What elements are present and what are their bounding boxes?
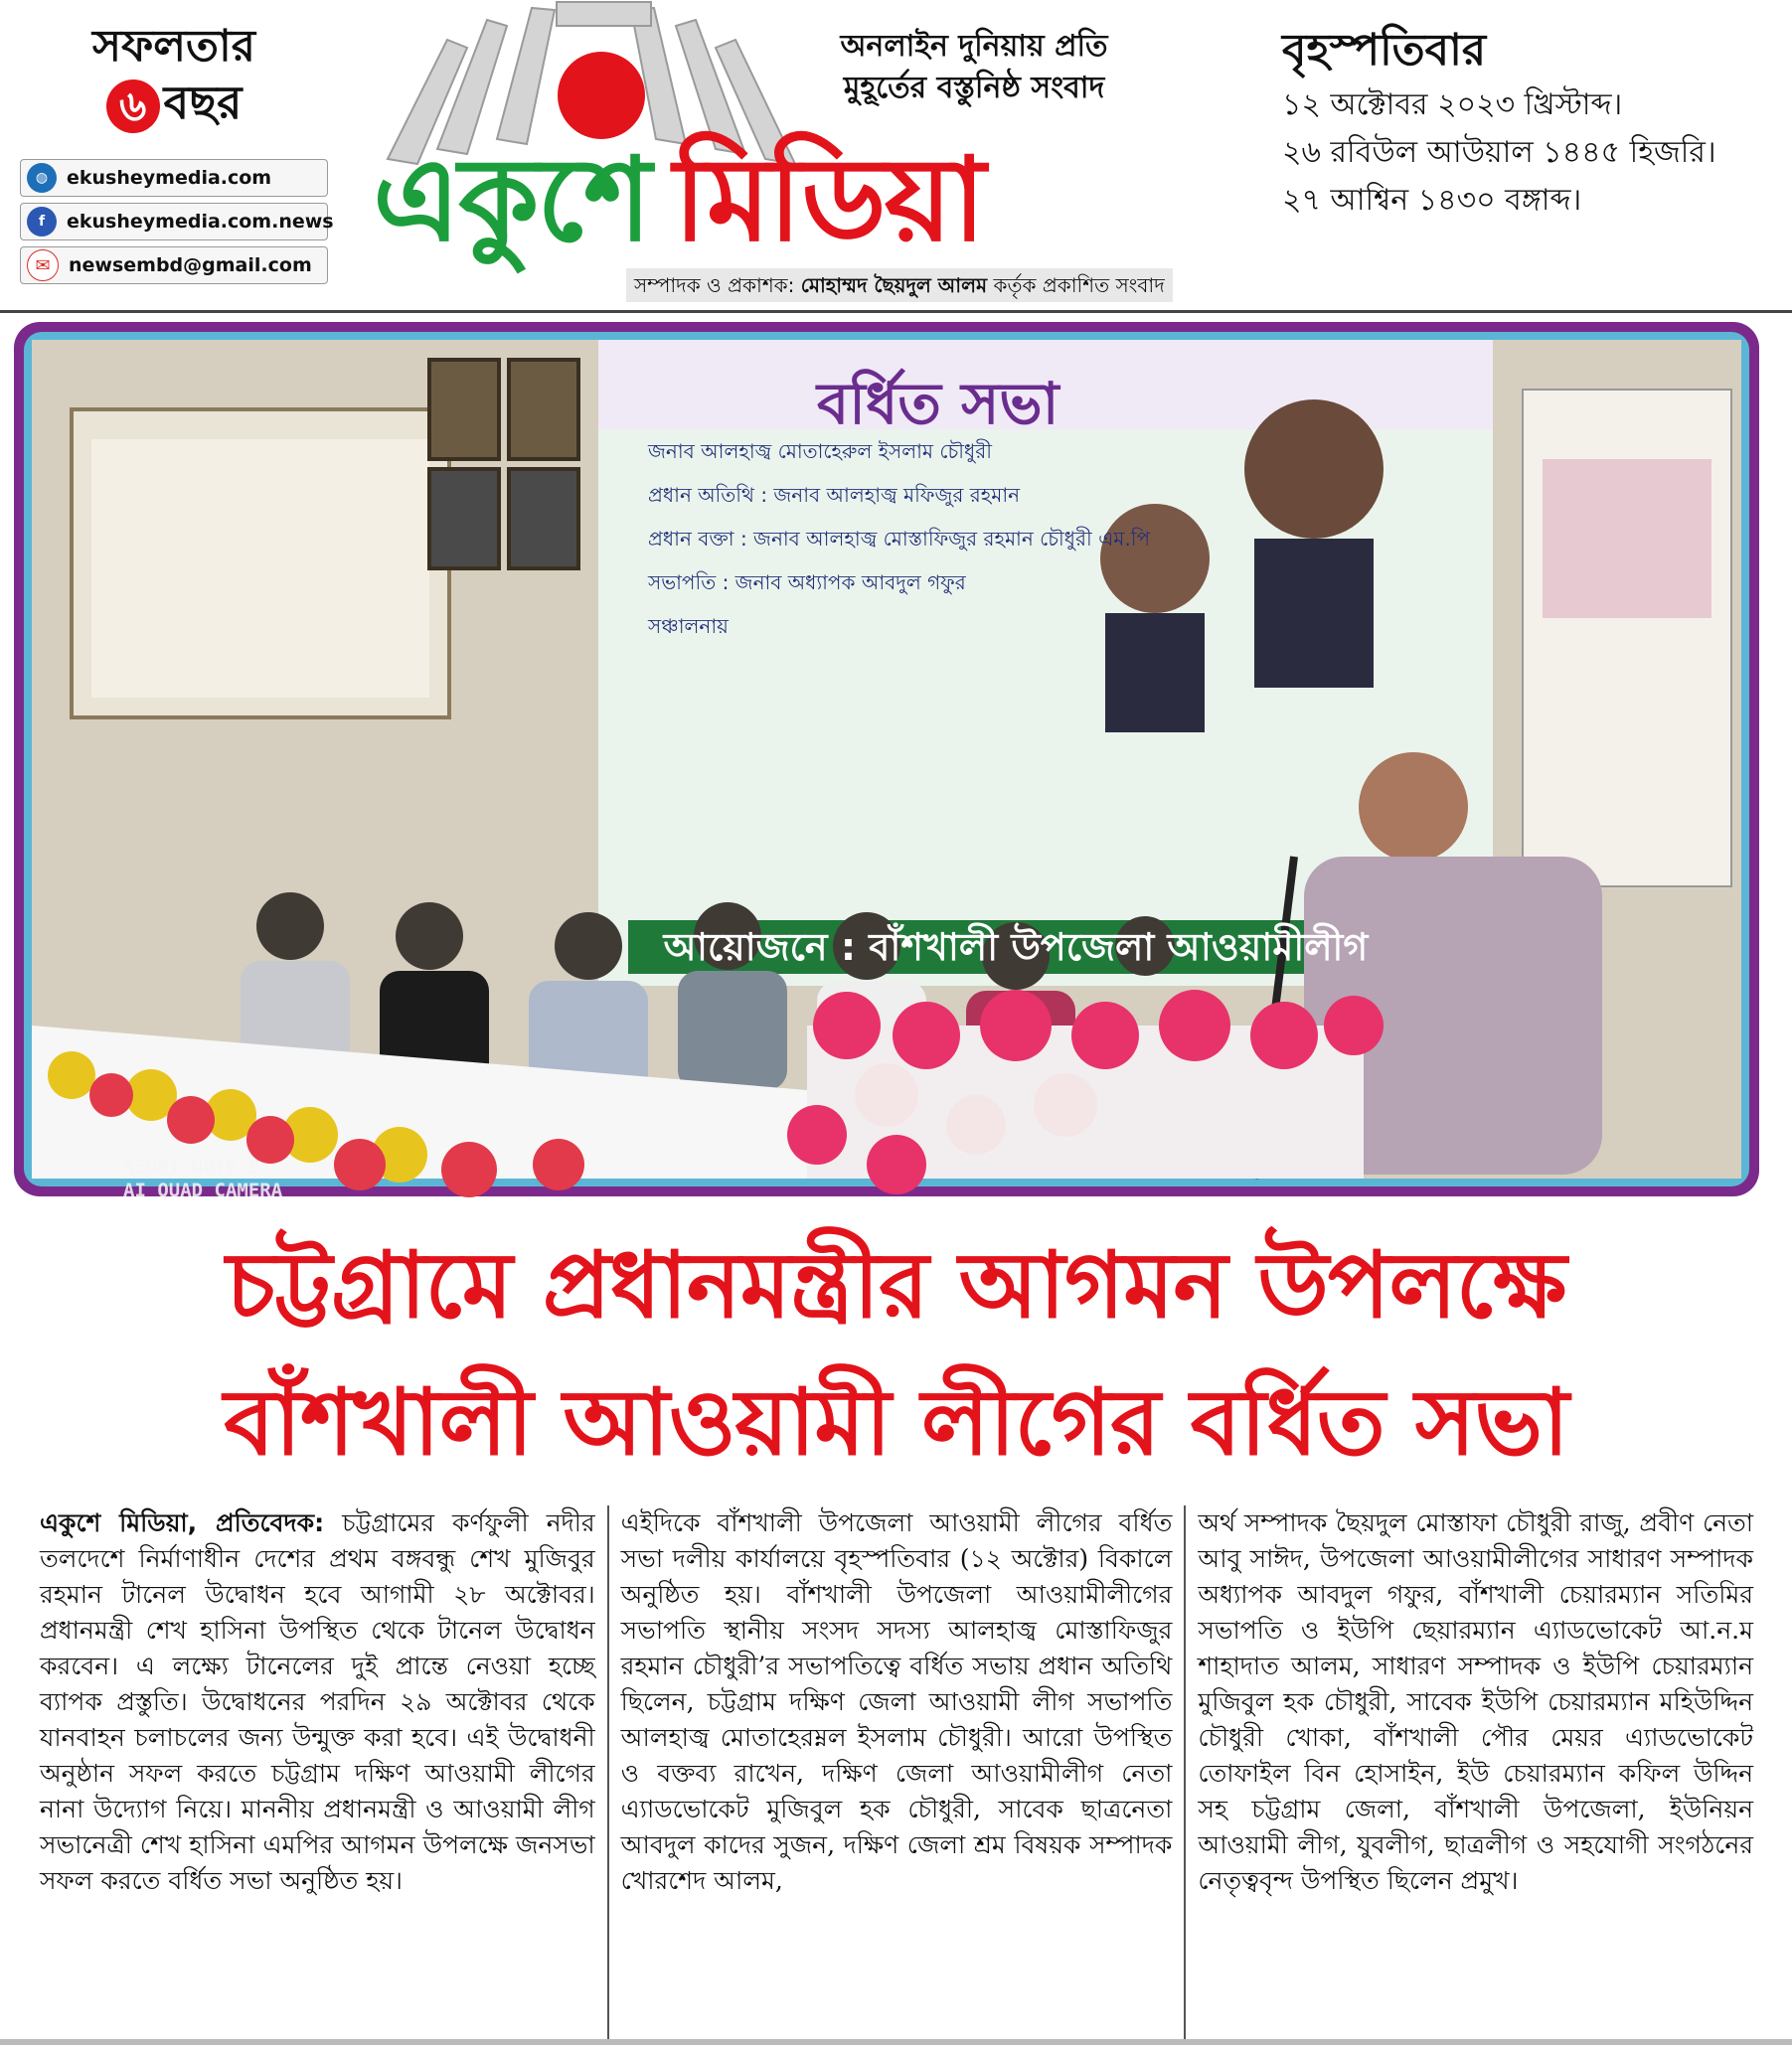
facebook-link[interactable] bbox=[20, 203, 334, 240]
contact-list bbox=[20, 159, 334, 290]
hijri-date: ২৬ রবিউল আউয়াল ১৪৪৫ হিজরি। bbox=[1282, 135, 1716, 170]
banner-line: সভাপতি : জনাব অধ্যাপক আবদুল গফুর bbox=[648, 570, 966, 594]
headline-line2: বাঁশখালী আওয়ামী লীগের বর্ধিত সভা bbox=[224, 1369, 1568, 1476]
article-column-3 bbox=[1186, 1505, 1765, 2042]
logo-word1: একুশে bbox=[373, 133, 650, 267]
gregorian-date: ১২ অক্টোবর ২০২৩ খ্রিস্টাব্দ। bbox=[1282, 87, 1623, 122]
weekday: বৃহস্পতিবার bbox=[1282, 25, 1487, 76]
logo-wordmark bbox=[373, 131, 984, 270]
footer-divider bbox=[0, 2039, 1792, 2045]
tagline bbox=[765, 26, 1183, 109]
anniversary-badge bbox=[40, 20, 308, 133]
publisher-suffix: কর্তৃক প্রকাশিত সংবাদ bbox=[993, 273, 1165, 297]
tagline-line1: অনলাইন দুনিয়ায় প্রতি bbox=[840, 29, 1108, 64]
watermark-line2: AI QUAD CAMERA bbox=[123, 1180, 283, 1201]
watermark-line1: REDMI NOTE 9 bbox=[123, 1156, 260, 1178]
masthead-divider bbox=[0, 310, 1792, 313]
publisher-prefix: সম্পাদক ও প্রকাশক: bbox=[634, 273, 795, 297]
event-photo bbox=[32, 340, 1741, 1201]
website-link[interactable] bbox=[20, 159, 328, 197]
anniversary-number: ৬ bbox=[106, 79, 160, 133]
facebook-text: ekusheymedia.com.news bbox=[67, 211, 334, 233]
article-column-2 bbox=[607, 1505, 1187, 2042]
globe-icon: ◍ bbox=[27, 163, 57, 193]
email-text: newsembd@gmail.com bbox=[69, 254, 312, 276]
publisher-line bbox=[626, 268, 1173, 302]
article-text: এইদিকে বাঁশখালী উপজেলা আওয়ামী লীগের বর্ধিত সভা দলীয় কার্যালয়ে বৃহস্পতিবার (১২ অক্টোর) বিকালে অনুষ্ঠিত হয়। বাঁশখালী উপজেলা আওয়ামীলীগের সভাপতি স্থানীয় সংসদ সদস্য আলহাজ্ব মোস্তাফিজুর রহমান চৌধুরী’র সভাপতিত্বে বর্ধিত সভায় প্রধান অতিথি ছিলেন, চট্টগ্রাম দক্ষিণ জেলা আওয়ামী লীগ সভাপতি আলহাজ্ব মোতাহেরম্নল ইসলাম চৌধুরী। আরো উপস্থিত ও বক্তব্য রাখেন, দক্ষিণ জেলা আওয়ামীলীগ নেতা এ্যাডভোকেট মুজিবুল হক চৌধুরী, সাবেক ছাত্রনেতা আবদুল কাদের সুজন, দক্ষিণ জেলা শ্রম বিষয়ক সম্পাদক খোরশেদ আলম, bbox=[620, 1508, 1173, 1895]
date-block bbox=[1282, 20, 1779, 225]
banner-organizer: আয়োজনে : বাঁশখালী উপজেলা আওয়ামীলীগ bbox=[663, 925, 1369, 969]
anniversary-line1: সফলতার bbox=[92, 21, 255, 72]
banner-title: বর্ধিত সভা bbox=[817, 370, 1059, 437]
email-link[interactable] bbox=[20, 246, 328, 284]
facebook-icon: f bbox=[27, 207, 57, 237]
banner-line: জনাব আলহাজ্ব মোতাহেরুল ইসলাম চৌধুরী bbox=[648, 439, 992, 463]
masthead bbox=[0, 0, 1792, 308]
article-text: অর্থ সম্পাদক ছৈয়দুল মোস্তাফা চৌধুরী রাজু, প্রবীণ নেতা আবু সাঈদ, উপজেলা আওয়ামীলীগের সাধারণ সম্পাদক অধ্যাপক আবদুল গফুর, বাঁশখালী চেয়ারম্যান সতিমির সভাপতি ও ইউপি ছেয়ারম্যান এ্যাডভোকেট আ.ন.ম শাহাদাত আলম, সাধারণ সম্পাদক ও ইউপি চেয়ারম্যান মুজিবুল হক চৌধুরী, সাবেক ইউপি চেয়ারম্যান মহিউদ্দিন চৌধুরী খোকা, বাঁশখালী পৌর মেয়র এ্যাডভোকেট তোফাইল বিন হোসাইন, ইউ চেয়ারম্যান কফিল উদ্দিন সহ চট্টগ্রাম জেলা, বাঁশখালী উপজেলা, ইউনিয়ন আওয়ামী লীগ, যুবলীগ, ছাত্রলীগ ও সহযোগী সংগঠনের নেতৃত্ববৃন্দ উপস্থিত ছিলেন প্রমুখ। bbox=[1198, 1508, 1754, 1895]
publisher-name: মোহাম্মদ ছৈয়দুল আলম bbox=[800, 273, 988, 297]
byline: একুশে মিডিয়া, প্রতিবেদক: bbox=[40, 1508, 325, 1537]
camera-watermark bbox=[123, 1155, 282, 1202]
bangla-date: ২৭ আশ্বিন ১৪৩০ বঙ্গাব্দ। bbox=[1282, 183, 1582, 218]
banner-line: প্রধান বক্তা : জনাব আলহাজ্ব মোস্তাফিজুর রহমান চৌধুরী এম.পি bbox=[648, 527, 1151, 551]
website-text: ekusheymedia.com bbox=[67, 167, 272, 189]
gmail-icon: ✉ bbox=[27, 249, 59, 281]
banner-lines bbox=[648, 429, 1185, 648]
headline-line1: চট্টগ্রামে প্রধানমন্ত্রীর আগমন উপলক্ষে bbox=[226, 1232, 1566, 1339]
article-body bbox=[28, 1505, 1765, 2042]
headline bbox=[0, 1217, 1792, 1492]
logo-word2: মিডিয়া bbox=[673, 133, 984, 267]
photo-frame bbox=[14, 322, 1759, 1201]
tagline-line2: মুহূর্তের বস্তুনিষ্ঠ সংবাদ bbox=[843, 71, 1105, 105]
banner-line: প্রধান অতিথি : জনাব আলহাজ্ব মফিজুর রহমান bbox=[648, 483, 1021, 507]
article-text: চট্টগ্রামের কর্ণফুলী নদীর তলদেশে নির্মাণাধীন দেশের প্রথম বঙ্গবন্ধু শেখ মুজিবুর রহমান টানেল উদ্বোধন হবে আগামী ২৮ অক্টোবর। প্রধানমন্ত্রী শেখ হাসিনা উপস্থিত থেকে টানেল উদ্বোধন করবেন। এ লক্ষ্যে টানেলের দুই প্রান্তে নেওয়া হচ্ছে ব্যাপক প্রস্তুতি। উদ্বোধনের পরদিন ২৯ অক্টোবর থেকে যানবাহন চলাচলের জন্য উন্মুক্ত করা হবে। এই উদ্বোধনী অনুষ্ঠান সফল করতে চট্টগ্রাম দক্ষিণ আওয়ামী লীগের নানা উদ্যোগ নিয়ে। মাননীয় প্রধানমন্ত্রী ও আওয়ামী লীগ সভানেত্রী শেখ হাসিনা এমপির আগমন উপলক্ষে জনসভা সফল করতে বর্ধিত সভা অনুষ্ঠিত হয়। bbox=[40, 1508, 595, 1895]
banner-line: সঞ্চালনায় bbox=[648, 614, 729, 638]
article-column-1 bbox=[28, 1505, 607, 2042]
anniversary-unit: বছর bbox=[163, 76, 243, 129]
